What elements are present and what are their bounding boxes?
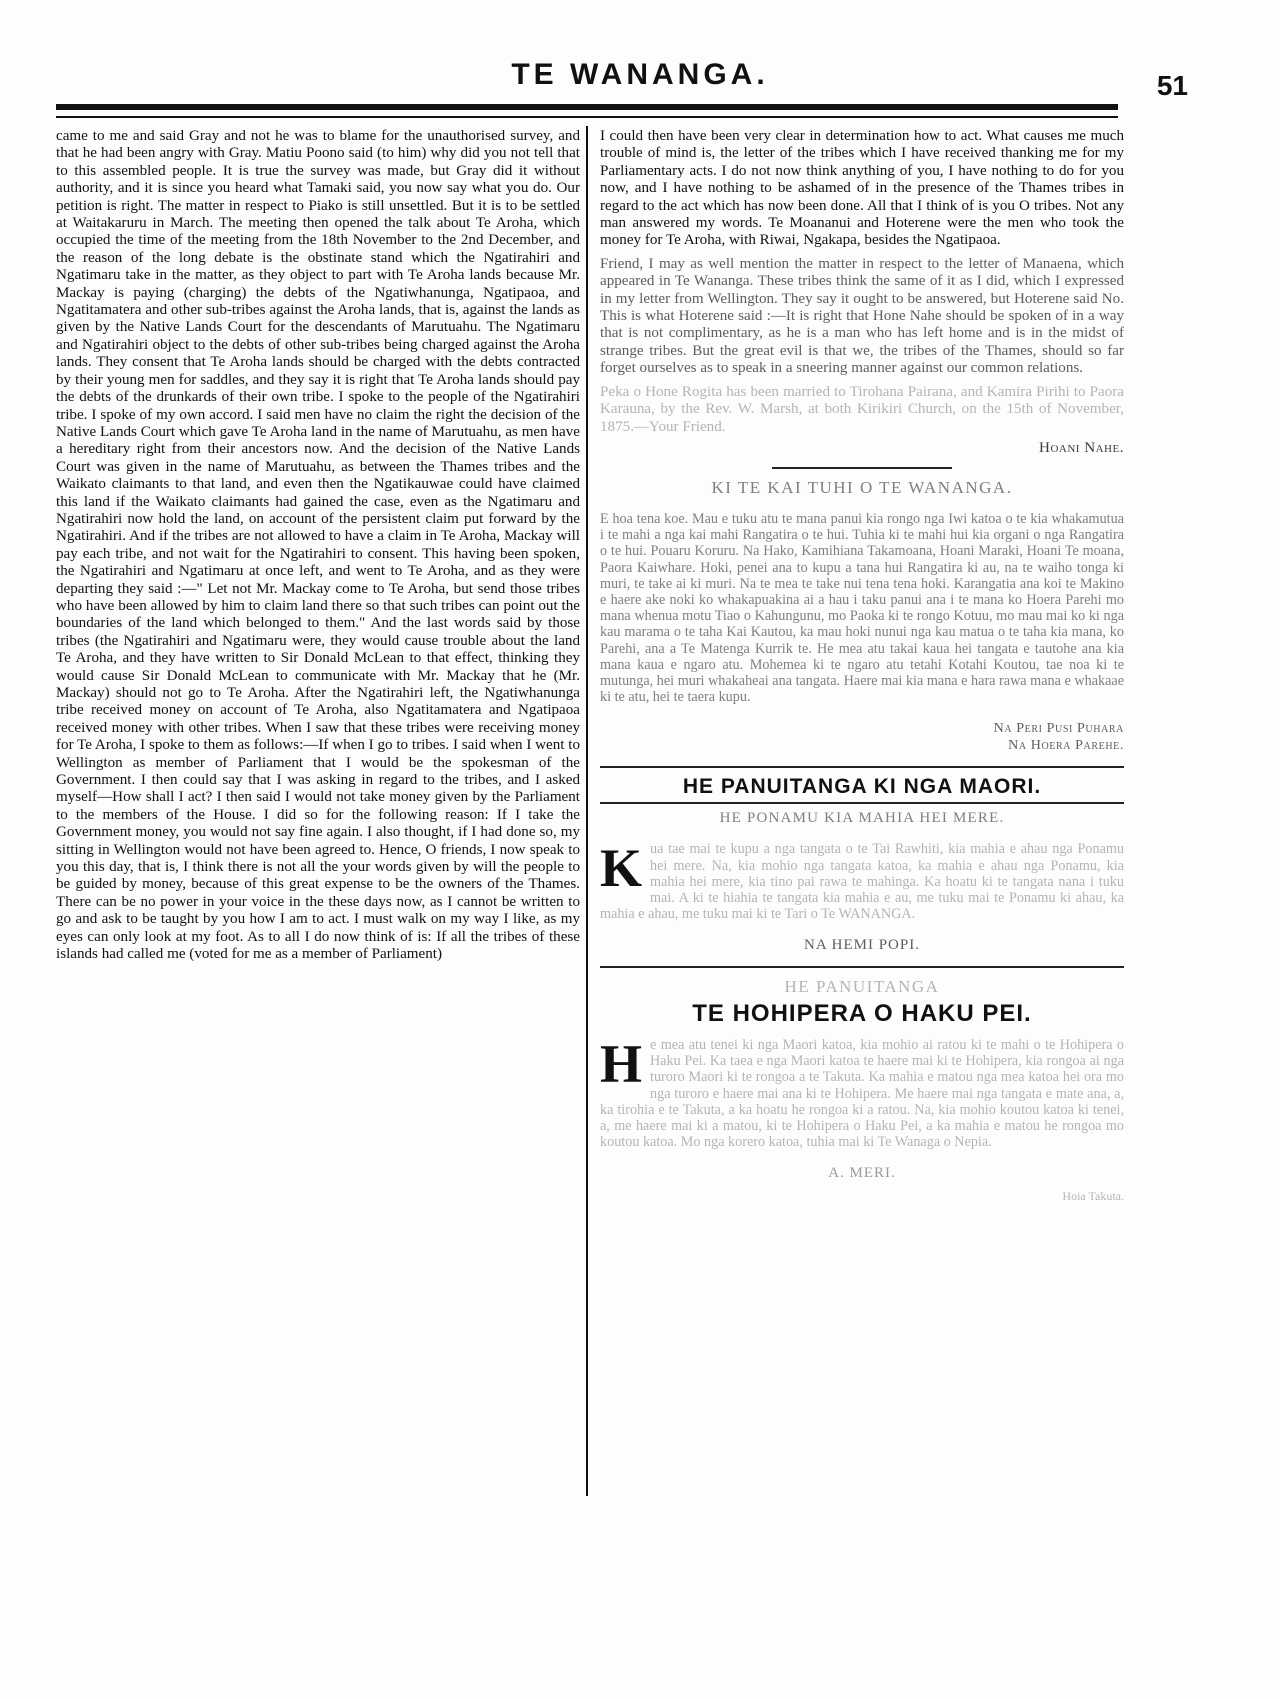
masthead-title: TE WANANGA. [511,58,769,91]
divider-rule-4 [600,966,1124,968]
right-article-paragraph-1: I could then have been very clear in determination how to act. What causes me much trouble of mind is, the letter of the tribes which I have received thanking me for my Parliamentary acts. I do not now think anything of you, I have nothing to do for you now, and I have nothing to be ashamed of in the presence of the Thames tribes in regard to the act which has now been done. All that I think of is you O tribes. Not any man answered my words. Te Moananui and Hoterene were the men who took the money for Te Aroha, with Riwai, Ngakapa, besides the Ngatipaoa. [600,128,1124,249]
notice-body-wrap [600,838,1124,923]
page-number: 51 [1156,70,1188,101]
letter-body: E hoa tena koe. Mau e tuku atu te mana panui kia rongo nga Iwi katoa o te kia whakamutua i te mahi a nga kai mahi Rangatira o te hui. Tuhia ki te mahi hui kia organi o nga Rangatira o te hui. Pouaru Koruru. Na Hako, Kamihiana Takamoana, Hoani Maraki, Hoani Te moana, Paora Kaiwhare. Hoki, penei ana to kupu a tana hui Rangatira ki au, na te waiho tonga ki muri, te take ai ki muri. Na te mea te take nui tena tena hoki. Karangatia ana koi te Makino e haere ake noki ko whakapuakina ai a hau i taku panui ana i te mana ko Hoera Parehi mo mana whenua motu Tiao o Kahungunu, mo Paoka ki te rongo Kotuu, mo mau mai ko ki nga kau marama o te taha Kai Kautou, ka mau hoki nunui nga kau matua o te taha kia mana, ko Parehi, ana a Te Matenga Kurrik te. He mea atu takai kaua hei tangata e tautohe ana kia mana kaua e ngaro atu. Mohemea ki te ngaro atu tetahi Kotahi Koutou, tae noa ki te mutunga, hei muri whakaheai ana tangata. Haere mai kia mana e hara rawa mana e whakaae ki te atu, hei te taera kupu. [600,510,1124,706]
letter-signature-2: Na Hoera Parehe. [1008,737,1124,753]
hospital-dropcap: H [600,1033,643,1094]
signature-hoani-nahe: Hoani Nahe. [1039,439,1124,456]
divider-rule-3 [600,802,1124,804]
hospital-signature-2: Hoia Takuta. [1062,1188,1124,1203]
letter-signature-1: Na Peri Pusi Puhara [993,720,1124,736]
hospital-body-wrap [600,1033,1124,1151]
hospital-heading: TE HOHIPERA O HAKU PEI. [692,1000,1032,1028]
notice-signature: NA HEMI POPI. [804,936,920,953]
masthead-rule-thin [56,116,1118,118]
letter-heading: KI TE KAI TUHI O TE WANANGA. [711,478,1013,498]
masthead [0,58,1280,92]
column-divider [586,126,588,1496]
notice2-label: HE PANUITANGA [784,976,940,996]
notice-dropcap: K [600,838,643,899]
divider-rule-2 [600,766,1124,768]
hospital-signature: A. MERI. [828,1164,896,1181]
left-column [56,128,580,964]
masthead-rule-thick [56,104,1118,110]
hospital-body: e mea atu tenei ki nga Maori katoa, kia mohio ai ratou ki te mahi o te Hohipera o Haku Pei. Ka taea e nga Maori katoa te haere mai ki te Hohipera, kia rongoa ai nga turoro Maori ki te rongoa a te Takuta. Ka mahia e matou nga mea katoa hei ora mo nga turoro e haere mai ana ki te Hohipera. Me haere mai nga tangata e mate ana, a, ka tirohia e te Takuta, a ka hoatu he rongoa ki a ratou. Na, kia mohio koutou katoa ki tenei, a, me haere mai ki a matou, ki te Hohipera o Haku Pei, a ka mahia e matou he rongoa mo koutou katoa. Mo nga korero katoa, tuhia mai ki Te Wanaga o Nepia. [600,1036,1124,1151]
notice-subheading: HE PONAMU KIA MAHIA HEI MERE. [719,809,1005,826]
notice-heading: HE PANUITANGA KI NGA MAORI. [682,775,1042,799]
notice-body: ua tae mai te kupu a nga tangata o te Tai Rawhiti, kia mahia e ahau nga Ponamu hei mere. Na, kia mohio nga tangata katoa, ka mahia e ahau nga Ponamu, kia mahia hei mere, kia tino pai rawa te mahinga. Ka hoatu ki te tangata nana i tuku mai. A ki te hiahia te tangata kia mahia e au, me tuku mai te Ponamu ki ahau, ka mahia e ahau, me tuku mai ki te Tari o Te WANANGA. [600,841,1124,923]
right-column [600,128,1124,1205]
right-article-paragraph-3: Peka o Hone Rogita has been married to Tirohana Pairana, and Kamira Pirihi to Paora Karauna, by the Rev. W. Marsh, at both Kirikiri Church, on the 15th of November, 1875.—Your Friend. [600,383,1124,435]
left-article-body: came to me and said Gray and not he was to blame for the unauthorised survey, and that he had been angry with Gray. Matiu Poono said (to him) why did you not tell that to this assembled people. It is true the survey was made, but Gray did it without authority, and it is since you heard what Tamaki said, you now say what you do. Our petition is right. The matter in respect to Piako is still unsettled. But it is to be settled at Waitakaruru in March. The meeting then opened the talk about Te Aroha, which occupied the time of the meeting from the 18th November to the 2nd December, and the reason of the long debate is the obstinate stand which the Ngatirahiri and Ngatimaru take in the matter, as they object to part with Te Aroha lands because Mr. Mackay is paying (charging) the debts of the Ngatiwhanunga, Ngatipaoa, and Ngatitamatera and other sub-tribes against the Aroha lands, that is, against the lands as given by the Native Lands Court for the descendants of Marutuahu. The Ngatimaru and Ngatirahiri object to the debts of other sub-tribes being charged against the Aroha lands. They consent that Te Aroha lands should be charged with the debts contracted by their young men for saddles, and they say it is right that Te Aroha lands should pay the debts of the drunkards of their own tribe. I spoke to the people of the Ngatirahiri tribe. I spoke of my own accord. I said men have no claim the right the decision of the Native Lands Court which gave Te Aroha land in the name of Marutuahu, as men have a hereditary right from their ancestors now. And the decision of the Native Lands Court was given in the name of Marutuahu, as between the Thames tribes and the Waikato claimants to that land, and even then the Ngatikauwae could have claimed this land if the Waikato claimants had gained the case, even as the Ngatimaru and Ngatirahiri now hold the land, on account of the persistent claim put forward by the Ngatirahiri. And if the tribes are not allowed to have a claim in Te Aroha, Mackay will pay each tribe, and not wait for the Ngatirahiri to consent. This having been spoken, the Ngatirahiri and Ngatimaru at once left, and went to Te Aroha, and as they were departing they said :—" Let not Mr. Mackay come to Te Aroha, but send those tribes who have been allowed by him to claim land there so that such tribes can point out the boundaries of the land which belonged to them." And the last words said by those tribes (the Ngatirahiri and Ngatimaru were, they would cause trouble about the land Te Aroha, and they have written to Sir Donald McLean to that effect, thinking they would cause Sir Donald McLean to communicate with Mr. Mackay that he (Mr. Mackay) should not go to Te Aroha. After the Ngatirahiri left, the Ngatiwhanunga tribe received money on account of Te Aroha, also Ngatitamatera and Ngatipaoa received money with other tribes. When I saw that these tribes were receiving money for Te Aroha, I spoke to them as follows:—If when I go to tribes. I said when I went to Wellington as member of Parliament that I would be the spokesman of the Government. I then could say that I was asking in regard to the tribes, and I asked myself—How shall I act? I then said I would not take money given by the Parliament to the members of the House. I did so for the following reason: If I take the Government money, you would not say fine again. I also thought, if I had done so, my sitting in Wellington would not have been agreed to. Hence, O friends, I now speak to you this day, that is, I think there is not all the your words given by will the people to be guided by money, because of this great expense to be the owners of the Thames. There can be no power in your voice in the these days now, as I cannot be written to go and ask to be taught by you how I am to act. I must walk on my way I like, as my eyes can only look at my foot. As to all I do now think of is: If all the tribes of these islands had called me (voted for me as a member of Parliament) [56,128,580,963]
divider-rule-1 [772,467,952,469]
right-article-paragraph-2: Friend, I may as well mention the matter in respect to the letter of Manaena, which appeared in Te Wananga. These tribes think the same of it as I did, which I expressed in my letter from Wellington. They say it ought to be answered, but Hoterene said No. This is what Hoterene said :—It is right that Hone Nahe should be spoken of in a way that is not complimentary, as he is a man who has left home and is in the midst of strange tribes. But the great evil is that we, the tribes of the Thames, should so far forget ourselves as to speak in a sneering manner against our common relations. [600,255,1124,377]
